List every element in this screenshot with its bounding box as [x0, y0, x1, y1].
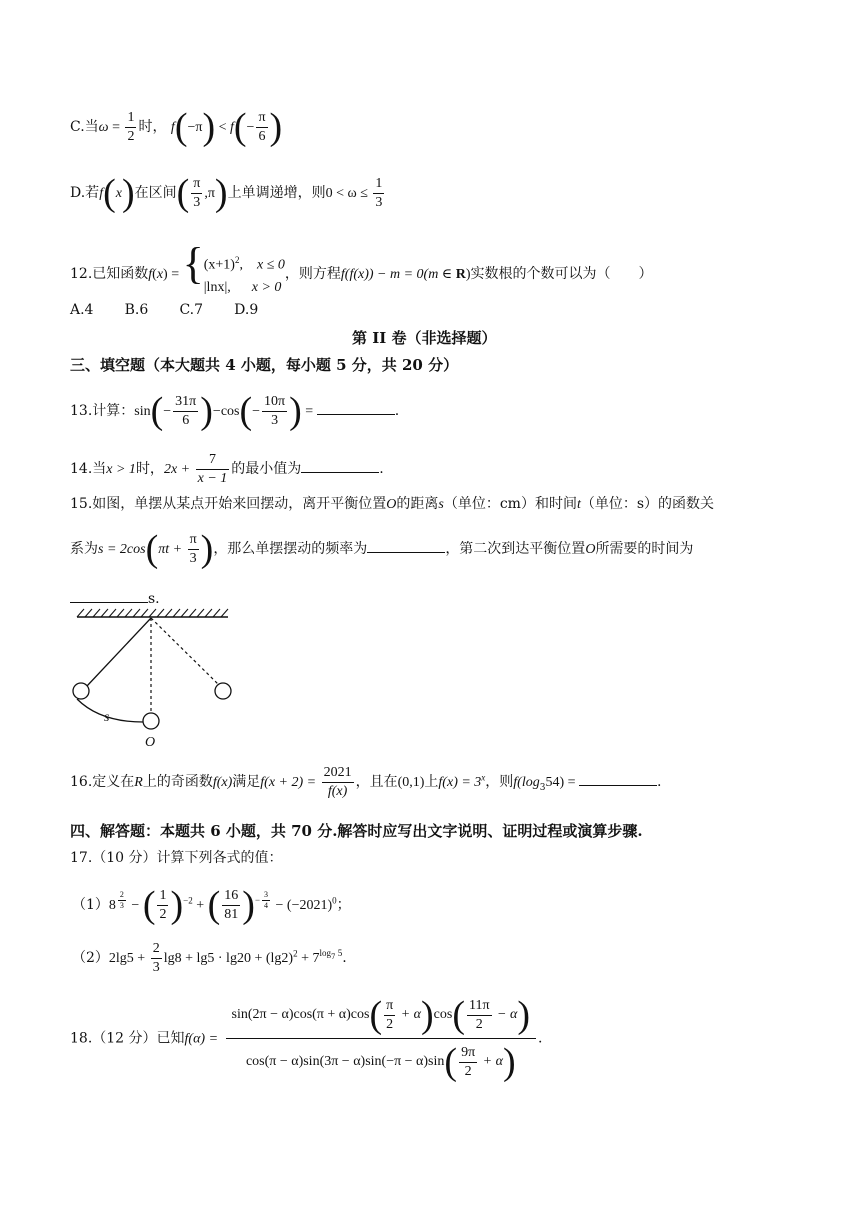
swing-line [151, 618, 218, 684]
question-12-options [70, 303, 258, 317]
option-c-value: C.7 [179, 302, 204, 318]
ceiling-hatch [77, 609, 228, 617]
section3-heading: 三、填空题（本大题共 4 小题，每小题 5 分，共 20 分） [70, 356, 459, 374]
bob-left [73, 683, 89, 699]
bob-bottom [143, 713, 159, 729]
option-d-value: D.9 [234, 302, 259, 318]
part2-title: 第 II 卷（非选择题） [352, 329, 497, 347]
answer-blank[interactable] [579, 784, 657, 786]
question-15-line1: 15.如图，单摆从某点开始来回摆动，离开平衡位置O的距离s（单位：cm）和时间t（单位：s）的函数关 [70, 496, 715, 512]
option-a: A.4 [70, 302, 94, 318]
question-14: 14.当x > 1时，2x + $\frac{7}{x - 1}$ 的最小值为 . [70, 452, 384, 486]
arc-s [77, 699, 143, 722]
question-13: 13.计算：sin(− $\frac{31\pi}{6}$ )−cos(− $\frac{10\pi}{3}$ ) = . [70, 390, 400, 432]
answer-blank[interactable] [301, 471, 379, 473]
question-18: 18.（12 分）已知f(α) = sin(2π − α)cos(π + α)cos( $\frac{\pi}{2}$ + α)cos( $\frac{11\pi}{2}$ − α) cos(π − α)sin(3π − α)sin(−π − α)sin( $\frac{9\pi}{2}$ + α) . [70, 994, 543, 1083]
answer-blank[interactable] [367, 551, 445, 553]
label-o: O [145, 735, 156, 750]
pendulum-string [87, 618, 151, 686]
question-17-part1: （1）8 $^{\frac{2}{3}}$ − ( $\frac{1}{2}$ )$^{-2}$ + ( $\frac{16}{81}$ )$^{- \frac{3}{4}}$ − $(-2021)^0$； [72, 884, 351, 926]
question-16: 16.定义在R上的奇函数f(x)满足f(x + 2) = $\frac{2021}{f(x)}$ ，且在(0,1)上$f(x) = 3^x$，则$f(\log_354)$ = . [70, 765, 662, 799]
question-17-title: 17.（10 分）计算下列各式的值： [70, 850, 283, 866]
section4-heading: 四、解答题：本题共 6 小题，共 70 分.解答时应写出文字说明、证明过程或演算步骤. [70, 822, 643, 840]
answer-blank[interactable] [317, 413, 395, 415]
question-17-part2: （2）2lg5 + $\frac{2}{3}$ $\lg 8 + \lg 5 \cdot \lg 20 + (\lg 2)^2 + 7^{log_7 5}$. [72, 941, 347, 975]
pendulum-figure [60, 606, 240, 752]
option-d: D.若f(x)在区间( $\frac{\pi}{3}$ ,π)上单调递增，则0 < ω ≤ $\frac{1}{3}$ [70, 172, 383, 214]
question-15-line2: 系为s = 2cos(πt + $\frac{\pi}{3}$ )，那么单摆摆动的频率为 ，第二次到达平衡位置O所需要的时间为 [70, 528, 694, 570]
answer-blank[interactable] [70, 601, 148, 603]
bob-right [215, 683, 231, 699]
label-s: s [104, 710, 110, 725]
option-c: C.当ω = $\frac{1}{2}$ 时， f(−π) < f(− $\frac{\pi}{6}$ ) [70, 106, 283, 148]
question-15-line3: s. [70, 592, 160, 606]
question-12: 12.已知函数f(x) = { $(x+1)^2$, x ≤ 0 |lnx|, x > 0 ，则方程f(f(x)) − m = 0(m ∈ R)实数根的个数可以为（ ） [70, 239, 653, 295]
option-b: B.6 [124, 302, 149, 318]
